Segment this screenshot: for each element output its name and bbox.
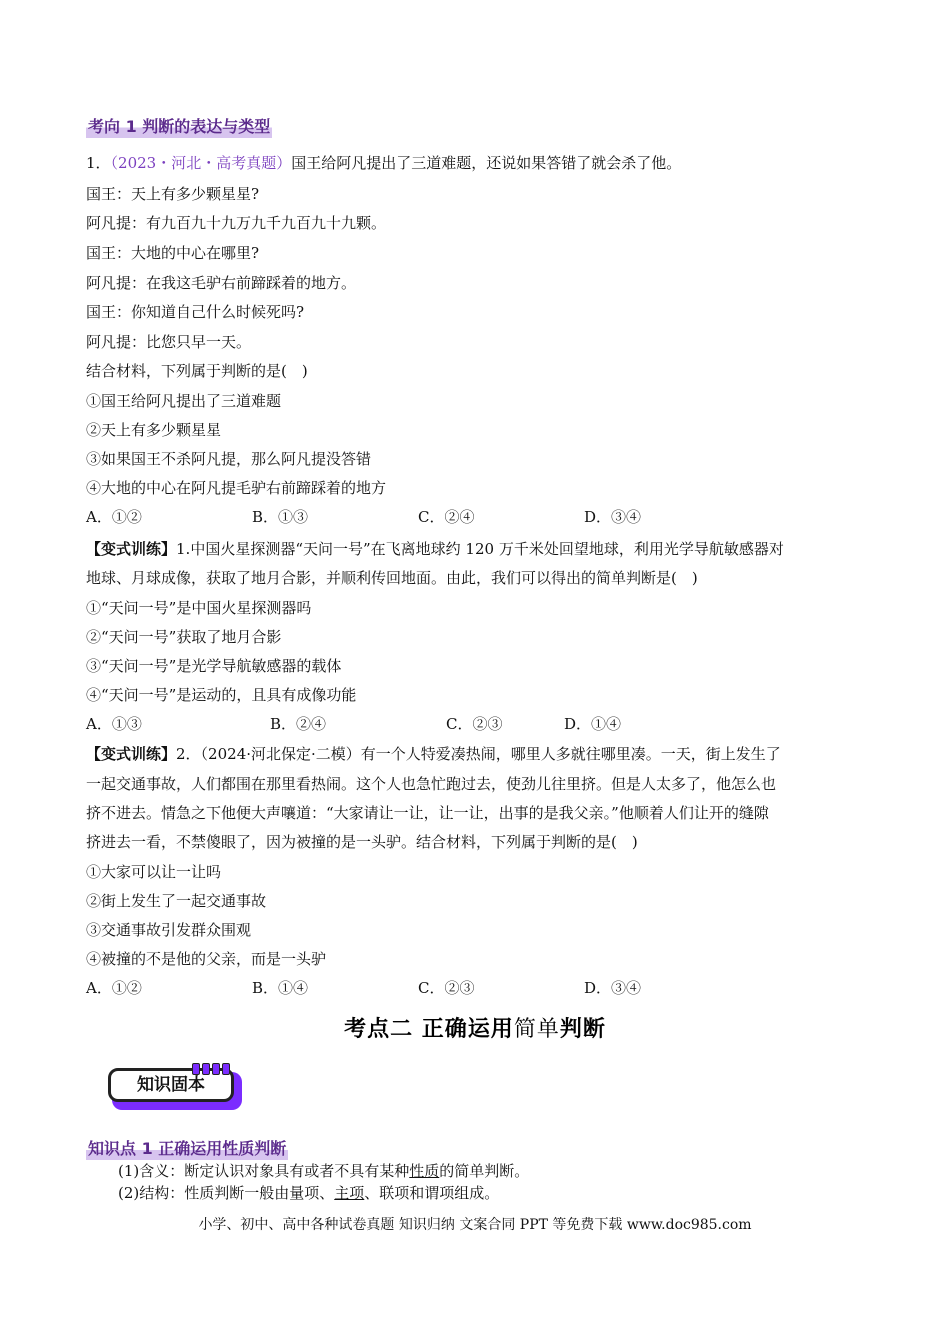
knowledge-point-heading: 知识点 1 正确运用性质判断 [88,1139,287,1158]
variant-2-line-1 [86,744,781,764]
question-source: （2023・河北・高考真题） [110,154,292,172]
dialog-line: 国王：你知道自己什么时候死吗? [86,303,305,321]
variant-2-line-4: 挤进去一看，不禁傻眼了，因为被撞的是一头驴。结合材料，下列属于判断的是( ) [86,833,638,851]
variant-text: 2．（2024·河北保定·二模）有一个人特爱凑热闹，哪里人多就往哪里凑。一天，街上发生了 [176,745,781,763]
dialog-line: 国王：大地的中心在哪里? [86,244,260,262]
variant-1-line-1 [86,539,784,559]
text-segment: (1)含义：断定认识对象具有或者不具有某种 [118,1162,410,1180]
dialog-line: 国王：天上有多少颗星星? [86,185,260,203]
section-heading-1: 考向 1 判断的表达与类型 [88,117,271,136]
option-c: C．②③ [446,715,503,733]
statement-item: ①大家可以让一让吗 [86,863,222,881]
badge-label: 知识固本 [108,1068,234,1102]
statement-item: ②天上有多少颗星星 [86,421,222,439]
text-segment: 的简单判断。 [439,1162,530,1180]
structure-line [118,1183,499,1203]
option-b: B．②④ [270,715,327,733]
option-b: B．①④ [252,979,309,997]
statement-item: ③“天问一号”是光学导航敏感器的载体 [86,657,342,675]
dialog-line: 阿凡提：在我这毛驴右前蹄踩着的地方。 [86,274,357,292]
statement-item: ②街上发生了一起交通事故 [86,892,267,910]
variant-text: 1.中国火星探测器“天问一号”在飞离地球约 120 万千米处回望地球，利用光学导航敏感器对 [176,540,784,558]
statement-item: ①国王给阿凡提出了三道难题 [86,392,282,410]
section-title [0,1012,950,1043]
question-stem-text: 国王给阿凡提出了三道难题，还说如果答错了就会杀了他。 [291,154,682,172]
option-b: B．①③ [252,508,309,526]
knowledge-badge [108,1068,242,1110]
statement-item: ②“天问一号”获取了地月合影 [86,628,282,646]
dialog-line: 阿凡提：有九百九十九万九千九百九十九颗。 [86,214,387,232]
question-1-stem [86,153,681,173]
option-d: D．③④ [584,508,642,526]
option-a: A．①② [86,508,142,526]
page-footer: 小学、初中、高中各种试卷真题 知识归纳 文案合同 PPT 等免费下载 www.doc985.com [198,1217,752,1233]
text-segment: (2)结构：性质判断一般由量项、 [118,1184,335,1202]
option-d: D．③④ [584,979,642,997]
statement-item: ④大地的中心在阿凡提毛驴右前蹄踩着的地方 [86,479,387,497]
option-a: A．①② [86,979,142,997]
statement-item: ④“天问一号”是运动的，且具有成像功能 [86,686,357,704]
variant-tag: 【变式训练】 [86,745,177,763]
variant-2-line-3: 挤不进去。情急之下他便大声嚷道：“大家请让一让，让一让，出事的是我父亲。”他顺着人们让开的缝隙 [86,804,769,822]
section-title-part: 考点二 正确运用 [344,1017,514,1042]
statement-item: ③交通事故引发群众围观 [86,921,252,939]
question-prompt: 结合材料，下列属于判断的是( ) [86,362,308,380]
option-a: A．①③ [86,715,142,733]
section-title-part: 判断 [559,1017,606,1042]
badge-binder-tabs [192,1061,232,1071]
option-d: D．①④ [564,715,622,733]
statement-item: ④被撞的不是他的父亲，而是一头驴 [86,950,327,968]
underlined-term: 主项 [334,1184,365,1202]
variant-1-line-2: 地球、月球成像，获取了地月合影，并顺利传回地面。由此，我们可以得出的简单判断是( ) [86,569,698,587]
variant-2-line-2: 一起交通事故，人们都围在那里看热闹。这个人也急忙跑过去，使劲儿往里挤。但是人太多了，他怎么也 [86,775,777,793]
option-c: C．②④ [418,508,475,526]
statement-item: ③如果国王不杀阿凡提，那么阿凡提没答错 [86,450,372,468]
section-title-part: 简单 [513,1017,560,1042]
question-number: 1． [86,154,111,172]
text-segment: 、联项和谓项组成。 [364,1184,500,1202]
underlined-term: 性质 [409,1162,440,1180]
option-c: C．②③ [418,979,475,997]
dialog-line: 阿凡提：比您只早一天。 [86,333,252,351]
statement-item: ①“天问一号”是中国火星探测器吗 [86,599,312,617]
definition-line [118,1161,529,1181]
variant-tag: 【变式训练】 [86,540,177,558]
